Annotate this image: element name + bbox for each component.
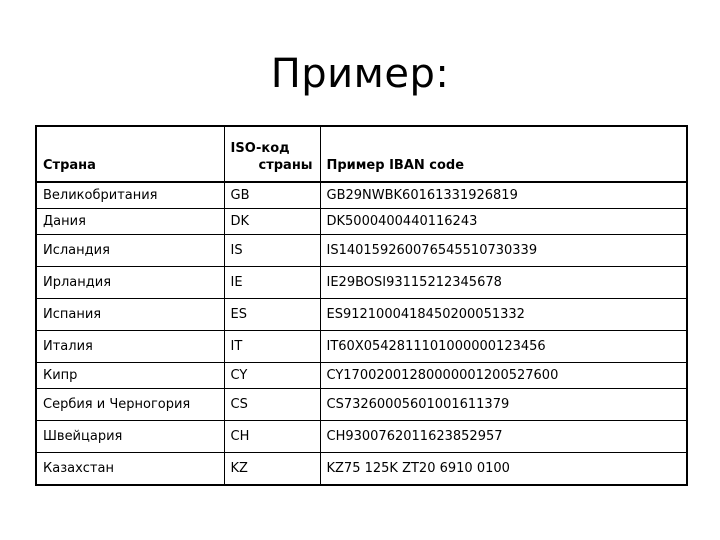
header-country: Страна bbox=[36, 126, 224, 182]
country-cell: Испания bbox=[36, 299, 224, 331]
code-cell: KZ bbox=[224, 453, 320, 486]
iban-cell: DK5000400440116243 bbox=[320, 209, 687, 235]
code-cell: CH bbox=[224, 421, 320, 453]
country-cell: Исландия bbox=[36, 235, 224, 267]
table-row bbox=[36, 363, 687, 389]
header-iso-code-line1: ISO-код bbox=[230, 141, 290, 156]
table-header-row bbox=[36, 126, 687, 182]
code-cell: ES bbox=[224, 299, 320, 331]
country-cell: Италия bbox=[36, 331, 224, 363]
iban-cell: IS140159260076545510730339 bbox=[320, 235, 687, 267]
code-cell: CS bbox=[224, 389, 320, 421]
iban-examples-table bbox=[35, 125, 688, 486]
country-cell: Великобритания bbox=[36, 182, 224, 209]
iban-cell: ES9121000418450200051332 bbox=[320, 299, 687, 331]
iban-cell: CS73260005601001611379 bbox=[320, 389, 687, 421]
code-cell: GB bbox=[224, 182, 320, 209]
country-cell: Швейцария bbox=[36, 421, 224, 453]
table-row bbox=[36, 267, 687, 299]
header-iso-code-line2: страны bbox=[258, 158, 313, 173]
iban-cell: GB29NWBK60161331926819 bbox=[320, 182, 687, 209]
table-row bbox=[36, 389, 687, 421]
table-row bbox=[36, 209, 687, 235]
table-row bbox=[36, 235, 687, 267]
country-cell: Ирландия bbox=[36, 267, 224, 299]
table-row bbox=[36, 421, 687, 453]
table-row bbox=[36, 299, 687, 331]
country-cell: Казахстан bbox=[36, 453, 224, 486]
slide-title: Пример: bbox=[270, 51, 450, 97]
code-cell: DK bbox=[224, 209, 320, 235]
iban-cell: KZ75 125K ZT20 6910 0100 bbox=[320, 453, 687, 486]
code-cell: IS bbox=[224, 235, 320, 267]
code-cell: CY bbox=[224, 363, 320, 389]
country-cell: Сербия и Черногория bbox=[36, 389, 224, 421]
table-row bbox=[36, 331, 687, 363]
code-cell: IT bbox=[224, 331, 320, 363]
code-cell: IE bbox=[224, 267, 320, 299]
country-cell: Дания bbox=[36, 209, 224, 235]
table-row bbox=[36, 453, 687, 486]
iban-cell: CH9300762011623852957 bbox=[320, 421, 687, 453]
iban-cell: IE29BOSI93115212345678 bbox=[320, 267, 687, 299]
country-cell: Кипр bbox=[36, 363, 224, 389]
header-iban-example: Пример IBAN code bbox=[320, 126, 687, 182]
iban-cell: IT60X0542811101000000123456 bbox=[320, 331, 687, 363]
header-iso-code bbox=[224, 126, 320, 182]
table-row bbox=[36, 182, 687, 209]
iban-cell: CY17002001280000001200527600 bbox=[320, 363, 687, 389]
